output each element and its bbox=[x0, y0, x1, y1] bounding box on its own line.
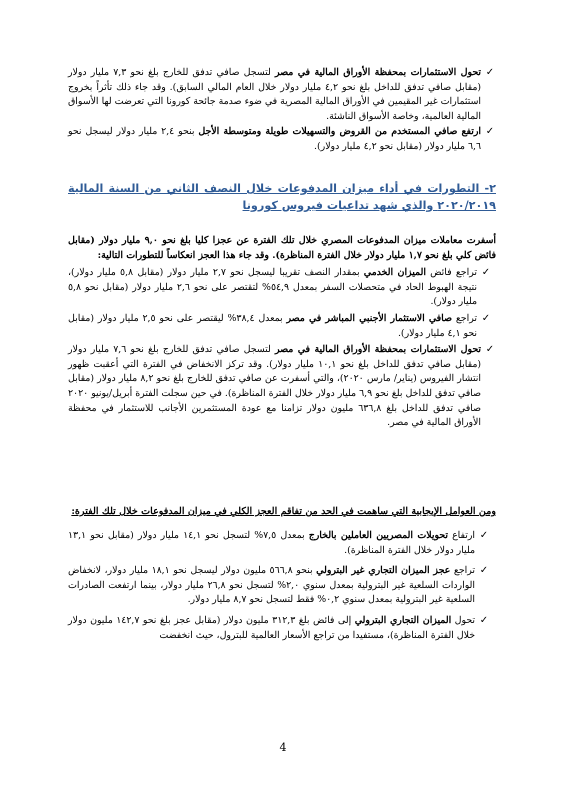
check-mark-icon: ✓ bbox=[485, 67, 495, 78]
bullet-item: ✓ تراجع فائض الميزان الخدمي بمقدار النصف تقريبا ليسجل نحو ٢,٧ مليار دولار (مقابل ٥,٨ مليار دولار)، نتيجة الهبوط الحاد في متحصلات السفر بمعدل ٥٤,٩% لتقتصر على نحو ٢,٦ مليار دولار (مقابل نحو ٥,٨ مليار دولار). bbox=[68, 267, 491, 308]
positive-factors-heading: ومن العوامل الإيجابية التي ساهمت في الحد من تفاقم العجز الكلي في ميزان المدفوعات خلال تلك الفترة: bbox=[71, 506, 496, 517]
check-mark-icon: ✓ bbox=[479, 565, 489, 577]
bullet-item bbox=[68, 343, 496, 431]
bullet-lead: صافي الاستثمار الأجنبي المباشر في مصر bbox=[286, 312, 452, 324]
bullet-lead: تحويلات المصريين العاملين بالخارج bbox=[308, 530, 448, 541]
check-mark-icon: ✓ bbox=[479, 530, 489, 541]
bullet-lead: الميزان التجاري البترولي bbox=[354, 614, 452, 626]
bullet-item: ✓ تراجع صافي الاستثمار الأجنبي المباشر في مصر بمعدل ٣٨,٤% ليقتصر على نحو ٢,٥ مليار دولار (مقابل نحو ٤,١ مليار دولار). bbox=[68, 312, 491, 339]
positive-factors-section bbox=[68, 504, 496, 643]
development-section bbox=[68, 234, 496, 431]
bullet-lead: ارتفع صافي المستخدم من القروض والتسهيلات طويلة ومتوسطة الأجل bbox=[198, 126, 481, 138]
check-mark-icon: ✓ bbox=[485, 126, 495, 138]
bullet-item: ✓ تراجع عجز الميزان التجاري غير البترولي بنحو ٥٦٦,٨ مليون دولار ليسجل نحو ١٨,١ مليار دولار، لانخفاض الواردات السلعية غير البترولية بمعدل سنوي ٢,٠% لتسجل نحو ٢٦,٨ مليار دولار، بينما ارتفعت الصادرات السلعية غير البترولية بمعدل سنوي ٠,٢% فقط لتسجل نحو ٨,٧ مليار دولار. bbox=[68, 565, 489, 606]
intro-bullets bbox=[68, 66, 496, 155]
bullet-text: بمقدار النصف تقريبا ليسجل نحو ٢,٧ مليار دولار (مقابل ٥,٨ مليار دولار)، نتيجة الهبوط الحاد في متحصلات السفر بمعدل ٥٤,٩% لتقتصر على نحو ٢,٦ مليار دولار (مقابل نحو ٥,٨ مليار دولار). bbox=[68, 267, 477, 308]
bullet-item: ✓ ارتفاع تحويلات المصريين العاملين بالخارج بمعدل ٧,٥% لتسجل نحو ١٤,١ مليار دولار (مقابل نحو ١٣,١ مليار دولار خلال الفترة المناظرة). bbox=[68, 530, 489, 556]
check-mark-icon: ✓ bbox=[481, 267, 491, 279]
section-heading: ٢- التطورات في أداء ميزان المدفوعات خلال النصف الثاني من السنة المالية ٢٠٢٠/٢٠١٩ والذي شهد تداعيات فيروس كورونا bbox=[68, 182, 496, 212]
check-mark-icon: ✓ bbox=[485, 344, 495, 356]
bullet-lead: تحول الاستثمارات بمحفظة الأوراق المالية في مصر bbox=[274, 344, 481, 356]
check-mark-icon: ✓ bbox=[481, 312, 491, 324]
bullet-text: بنحو ٢,٤ مليار دولار ليسجل نحو ٦,٦ مليار دولار (مقابل نحو ٤,٢ مليار دولار). bbox=[68, 126, 481, 152]
page-number: 4 bbox=[279, 741, 287, 754]
bullet-item: ✓ تحول الميزان التجاري البترولي إلى فائض بلغ ٣١٢,٣ مليون دولار (مقابل عجز بلغ نحو ١٤٢,٧ مليون دولار خلال الفترة المناظرة)، مستفيدا من تراجع الأسعار العالمية للبترول، حيث انخفضت bbox=[68, 614, 489, 641]
bullet-item bbox=[68, 66, 496, 124]
bullet-text: بمعدل ٧,٥% لتسجل نحو ١٤,١ مليار دولار (مقابل نحو ١٣,١ مليار دولار خلال الفترة المناظرة). bbox=[68, 530, 475, 556]
bullet-lead: الميزان الخدمي bbox=[363, 267, 426, 279]
summary-paragraph: أسفرت معاملات ميزان المدفوعات المصري خلال تلك الفترة عن عجزا كليا بلغ نحو ٩,٠ مليار دولار (مقابل فائض كلي بلغ نحو ١,٧ مليار دولار خلال الفترة المناظرة). وقد جاء هذا العجز انعكاساً للتطورات التالية: bbox=[68, 235, 496, 261]
bullet-text: بنحو ٥٦٦,٨ مليون دولار ليسجل نحو ١٨,١ مليار دولار، لانخفاض الواردات السلعية غير البترولية بمعدل سنوي ٢,٠% لتسجل نحو ٢٦,٨ مليار دولار، بينما ارتفعت الصادرات السلعية غير البترولية بمعدل سنوي ٠,٢% فقط لتسجل نحو ٨,٧ مليار دولار. bbox=[68, 565, 475, 606]
bullet-lead: عجز الميزان التجاري غير البترولي bbox=[316, 565, 451, 577]
bullet-lead: تحول الاستثمارات بمحفظة الأوراق المالية في مصر bbox=[274, 67, 481, 78]
bullet-text: إلى فائض بلغ ٣١٢,٣ مليون دولار (مقابل عجز بلغ نحو ١٤٢,٧ مليون دولار خلال الفترة المناظرة)، مستفيدا من تراجع الأسعار العالمية للبترول، حيث انخفضت bbox=[68, 614, 475, 641]
bullet-text: لتسجل صافي تدفق للخارج بلغ نحو ٧,٣ مليار دولار (مقابل صافي تدفق للداخل بلغ نحو ٤,٢ مليار دولار خلال العام المالي السابق). وقد جاء ذلك تأثراً بخروج استثمارات غير المقيمين في الأوراق المالية المصرية في ضوء صدمة جائحة كورونا التي تعرضت لها الأسواق المالية العالمية، وخاصة الأسواق الناشئة. bbox=[68, 67, 481, 122]
bullet-item bbox=[68, 125, 496, 154]
bullet-text: لتسجل صافي تدفق للخارج بلغ نحو ٧,٦ مليار دولار (مقابل صافي تدفق للداخل بلغ نحو ١٠,١ مليار دولار). وقد تركز الانخفاض في الفترة التي أعقبت ظهور انتشار الفيروس (يناير/ مارس ٢٠٢٠)، والتي أسفرت عن صافي تدفق للخارج بلغ نحو ٨,٢ مليار دولار (مقابل صافي تدفق للداخل بلغ نحو ٦,٩ مليار دولار خلال الفترة المناظرة). في حين سجلت الفترة أبريل/يونيو ٢٠٢٠ صافي تدفق للداخل بلغ ٦٣٦,٨ مليون دولار تزامنا مع عودة المستثمرين الأجانب للاستثمار في محفظة الأوراق المالية في مصر. bbox=[68, 344, 482, 429]
check-mark-icon: ✓ bbox=[479, 614, 489, 626]
bullet-text: بمعدل ٣٨,٤% ليقتصر على نحو ٢,٥ مليار دولار (مقابل نحو ٤,١ مليار دولار). bbox=[68, 312, 477, 339]
